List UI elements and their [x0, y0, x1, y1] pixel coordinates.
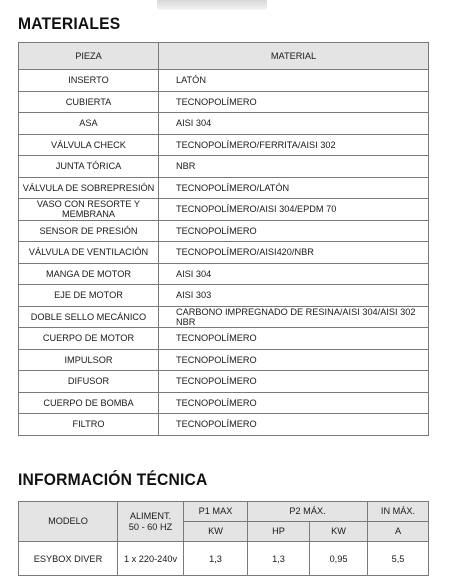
materials-row — [19, 242, 429, 264]
tech-header-row — [19, 502, 429, 522]
pieza-cell: IMPULSOR — [19, 349, 159, 371]
pieza-cell: CUBIERTA — [19, 91, 159, 113]
in-a-value: 5,5 — [368, 542, 429, 576]
pieza-cell: VASO CON RESORTE Y MEMBRANA — [19, 199, 159, 221]
pieza-cell: DOBLE SELLO MECÁNICO — [19, 306, 159, 328]
pieza-cell: VÁLVULA DE VENTILACIÓN — [19, 242, 159, 264]
in-max-header: IN MÁX. — [368, 502, 429, 522]
materials-table — [18, 42, 429, 436]
material-column-header: MATERIAL — [159, 43, 429, 70]
materials-row — [19, 177, 429, 199]
material-cell: TECNOPOLÍMERO — [159, 392, 429, 414]
top-image-edge — [157, 0, 267, 10]
material-cell: AISI 304 — [159, 263, 429, 285]
pieza-cell: FILTRO — [19, 414, 159, 436]
materials-row — [19, 156, 429, 178]
aliment-value: 1 x 220-240v — [118, 542, 184, 576]
p1-kw-value: 1,3 — [184, 542, 248, 576]
pieza-cell: VÁLVULA CHECK — [19, 134, 159, 156]
pieza-cell: SENSOR DE PRESIÓN — [19, 220, 159, 242]
tech-data-row — [19, 542, 429, 576]
material-cell: TECNOPOLÍMERO — [159, 91, 429, 113]
material-cell: AISI 304 — [159, 113, 429, 135]
material-cell: TECNOPOLÍMERO — [159, 328, 429, 350]
pieza-cell: MANGA DE MOTOR — [19, 263, 159, 285]
materials-body — [19, 70, 429, 436]
p1-max-header: P1 MAX — [184, 502, 248, 522]
tech-info-table — [18, 501, 429, 576]
pieza-column-header: PIEZA — [19, 43, 159, 70]
pieza-cell: CUERPO DE BOMBA — [19, 392, 159, 414]
pieza-cell: CUERPO DE MOTOR — [19, 328, 159, 350]
material-cell: AISI 303 — [159, 285, 429, 307]
materials-row — [19, 113, 429, 135]
pieza-cell: INSERTO — [19, 70, 159, 92]
materials-row — [19, 414, 429, 436]
materials-row — [19, 392, 429, 414]
p2-max-header: P2 MÁX. — [248, 502, 368, 522]
materials-row — [19, 70, 429, 92]
material-cell: NBR — [159, 156, 429, 178]
pieza-cell: VÁLVULA DE SOBREPRESIÓN — [19, 177, 159, 199]
modelo-value: ESYBOX DIVER — [19, 542, 118, 576]
tech-info-section-title: INFORMACIÓN TÉCNICA — [18, 470, 208, 489]
pieza-cell: EJE DE MOTOR — [19, 285, 159, 307]
materials-row — [19, 91, 429, 113]
material-cell: TECNOPOLÍMERO/LATÓN — [159, 177, 429, 199]
material-cell: TECNOPOLÍMERO — [159, 371, 429, 393]
materials-row — [19, 349, 429, 371]
aliment-header — [118, 502, 184, 542]
materials-row — [19, 220, 429, 242]
aliment-header-line1: ALIMENT. — [129, 510, 172, 521]
modelo-header: MODELO — [19, 502, 118, 542]
in-unit-a: A — [368, 522, 429, 542]
material-cell: TECNOPOLÍMERO/AISI420/NBR — [159, 242, 429, 264]
p2-kw-value: 0,95 — [310, 542, 368, 576]
pieza-cell: DIFUSOR — [19, 371, 159, 393]
p2-hp-value: 1,3 — [248, 542, 310, 576]
material-cell: TECNOPOLÍMERO/FERRITA/AISI 302 — [159, 134, 429, 156]
material-cell: TECNOPOLÍMERO — [159, 349, 429, 371]
material-cell: LATÓN — [159, 70, 429, 92]
materials-row — [19, 328, 429, 350]
pieza-cell: ASA — [19, 113, 159, 135]
pieza-cell: JUNTA TÓRICA — [19, 156, 159, 178]
materials-row — [19, 134, 429, 156]
material-cell: TECNOPOLÍMERO — [159, 220, 429, 242]
material-cell: CARBONO IMPREGNADO DE RESINA/AISI 304/AISI 302 NBR — [159, 306, 429, 328]
materials-row — [19, 285, 429, 307]
materials-row — [19, 306, 429, 328]
materials-row — [19, 199, 429, 221]
materials-row — [19, 371, 429, 393]
aliment-header-line2: 50 - 60 HZ — [128, 521, 173, 532]
material-cell: TECNOPOLÍMERO — [159, 414, 429, 436]
p2-unit-kw: KW — [310, 522, 368, 542]
materials-section-title: MATERIALES — [18, 14, 121, 33]
material-cell: TECNOPOLÍMERO/AISI 304/EPDM 70 — [159, 199, 429, 221]
materials-header-row — [19, 43, 429, 70]
p1-unit-kw: KW — [184, 522, 248, 542]
p2-unit-hp: HP — [248, 522, 310, 542]
materials-row — [19, 263, 429, 285]
